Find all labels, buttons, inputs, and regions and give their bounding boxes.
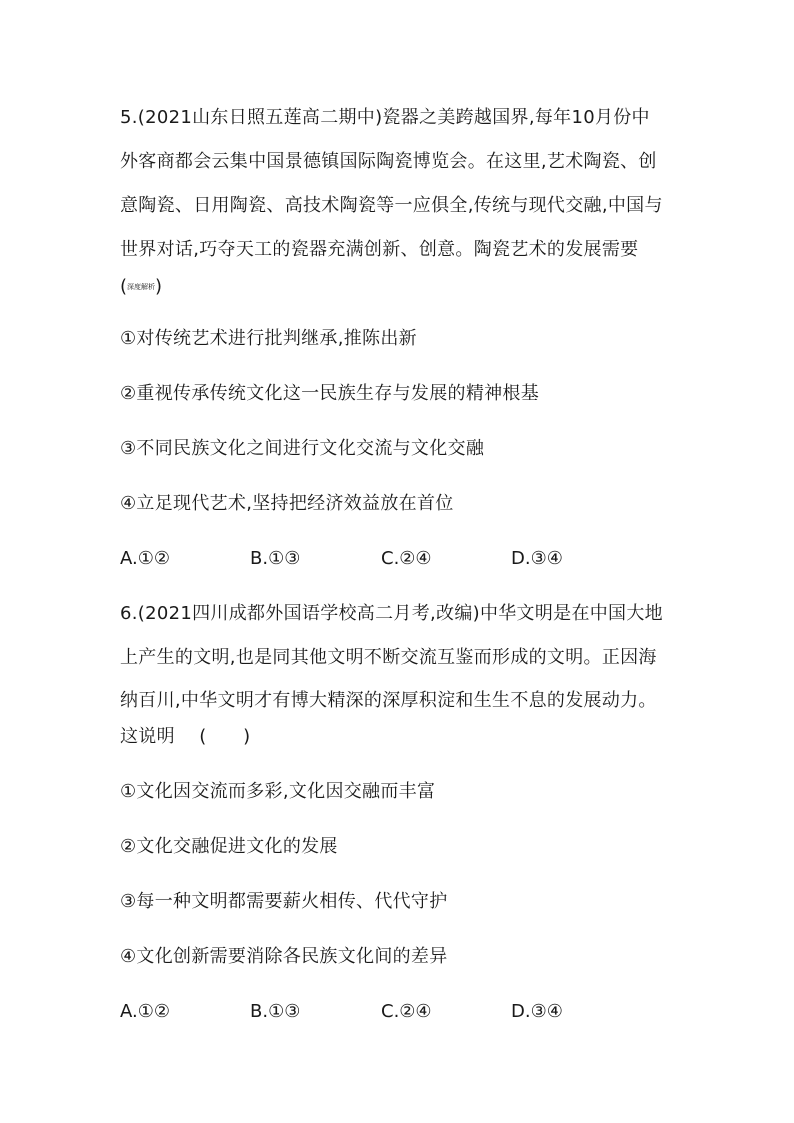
q5-option-c: C.②④	[381, 548, 432, 569]
q5-bracket-open: (	[120, 276, 128, 297]
q6-option-b: B.①③	[250, 1001, 301, 1022]
q5-option-d: D.③④	[511, 548, 563, 569]
q5-bracket-close: )	[155, 276, 163, 297]
q6-item-3: ③每一种文明都需要薪火相传、代代守护	[120, 891, 448, 912]
q5-stem-line-4: 世界对话,巧夺天工的瓷器充满创新、创意。陶瓷艺术的发展需要	[120, 239, 639, 260]
q6-option-d: D.③④	[511, 1001, 563, 1022]
q5-option-a: A.①②	[120, 548, 170, 569]
q6-item-4: ④文化创新需要消除各民族文化间的差异	[120, 946, 448, 967]
q5-item-3: ③不同民族文化之间进行文化交流与文化交融	[120, 438, 485, 459]
q6-stem-line-4: 这说明 ( )	[120, 726, 251, 747]
q5-stem-line-3: 意陶瓷、日用陶瓷、高技术陶瓷等一应俱全,传统与现代交融,中国与	[120, 195, 663, 216]
q5-stem-line-2: 外客商都会云集中国景德镇国际陶瓷博览会。在这里,艺术陶瓷、创	[120, 151, 657, 172]
q6-item-1: ①文化因交流而多彩,文化因交融而丰富	[120, 781, 436, 802]
q5-item-2: ②重视传承传统文化这一民族生存与发展的精神根基	[120, 383, 540, 404]
q6-stem-line-3: 纳百川,中华文明才有博大精深的深厚积淀和生生不息的发展动力。	[120, 690, 657, 711]
q5-item-1: ①对传统艺术进行批判继承,推陈出新	[120, 328, 417, 349]
q6-stem-line-1: 6.(2021四川成都外国语学校高二月考,改编)中华文明是在中国大地	[120, 603, 663, 624]
q6-option-c: C.②④	[381, 1001, 432, 1022]
q5-answer-bracket	[120, 274, 162, 300]
q5-stem-line-1: 5.(2021山东日照五莲高二期中)瓷器之美跨越国界,每年10月份中	[120, 107, 650, 128]
q6-option-a: A.①②	[120, 1001, 170, 1022]
q5-option-b: B.①③	[250, 548, 301, 569]
q5-analysis-tag: 深度解析	[127, 283, 156, 291]
q6-item-2: ②文化交融促进文化的发展	[120, 836, 338, 857]
q5-item-4: ④立足现代艺术,坚持把经济效益放在首位	[120, 493, 454, 514]
q6-stem-line-2: 上产生的文明,也是同其他文明不断交流互鉴而形成的文明。正因海	[120, 647, 657, 668]
